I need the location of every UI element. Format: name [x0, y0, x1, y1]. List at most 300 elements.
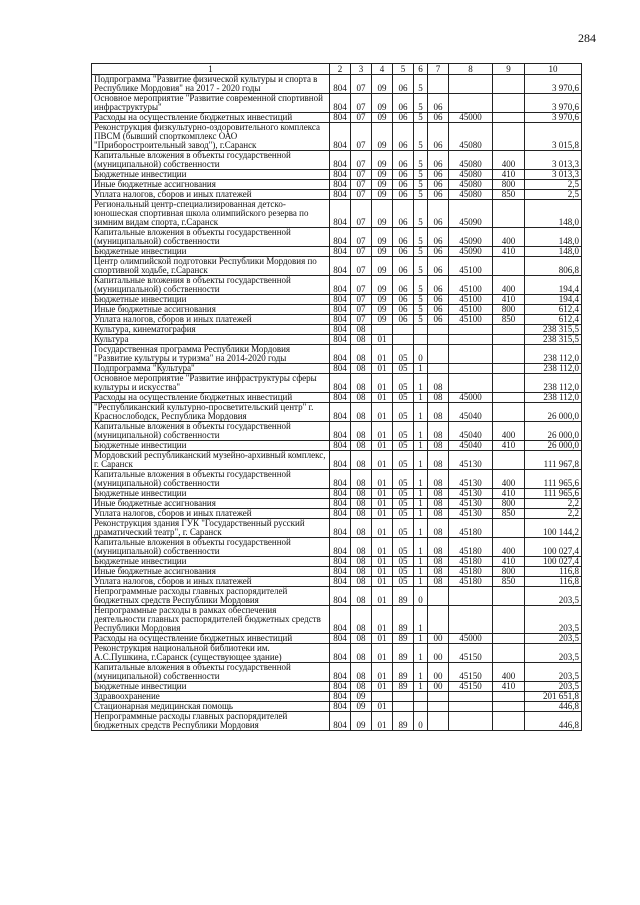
cell-code-expense-type: 410 [493, 170, 525, 180]
cell-code-direction [449, 75, 493, 94]
cell-code-program: 06 [393, 94, 414, 113]
cell-code-expense-type [493, 257, 525, 276]
table-row [92, 712, 582, 731]
cell-code-section: 08 [351, 374, 372, 393]
cell-code-expense-type [493, 335, 525, 345]
cell-code-activity: 08 [428, 403, 449, 422]
cell-code-activity: 06 [428, 170, 449, 180]
cell-code-section: 08 [351, 345, 372, 364]
cell-amount: 612,4 [525, 305, 582, 315]
cell-code-subprogram: 1 [414, 489, 428, 499]
table-row [92, 257, 582, 276]
cell-code-activity: 06 [428, 123, 449, 151]
cell-code-ministry: 804 [330, 451, 351, 470]
cell-item-name: Уплата налогов, сборов и иных платежей [92, 509, 330, 519]
cell-amount: 111 965,6 [525, 489, 582, 499]
cell-code-direction: 45100 [449, 257, 493, 276]
cell-code-subprogram [414, 325, 428, 335]
cell-code-subsection: 09 [372, 276, 393, 295]
cell-item-name: Капитальные вложения в объекты государственной (муниципальной) собственности [92, 422, 330, 441]
cell-code-program: 05 [393, 422, 414, 441]
cell-code-subsection: 09 [372, 113, 393, 123]
cell-amount: 100 027,4 [525, 538, 582, 557]
cell-code-program: 89 [393, 712, 414, 731]
cell-code-ministry: 804 [330, 374, 351, 393]
table-row [92, 190, 582, 200]
cell-code-direction: 45000 [449, 113, 493, 123]
cell-code-expense-type [493, 712, 525, 731]
cell-code-subsection [372, 692, 393, 702]
cell-code-subsection: 01 [372, 422, 393, 441]
cell-code-subsection: 09 [372, 305, 393, 315]
cell-code-subprogram: 5 [414, 295, 428, 305]
cell-item-name: Капитальные вложения в объекты государственной (муниципальной) собственности [92, 151, 330, 170]
cell-code-section: 07 [351, 315, 372, 325]
column-header: 10 [525, 64, 582, 75]
cell-code-ministry: 804 [330, 403, 351, 422]
cell-code-subsection: 01 [372, 702, 393, 712]
column-header: 8 [449, 64, 493, 75]
cell-code-subsection: 09 [372, 75, 393, 94]
table-row [92, 151, 582, 170]
cell-code-section: 08 [351, 587, 372, 606]
cell-code-activity: 00 [428, 644, 449, 663]
cell-item-name: Бюджетные инвестиции [92, 489, 330, 499]
cell-code-direction [449, 335, 493, 345]
cell-code-program: 89 [393, 587, 414, 606]
cell-item-name: Капитальные вложения в объекты государственной (муниципальной) собственности [92, 663, 330, 682]
cell-item-name: Подпрограмма "Развитие физической культуры и спорта в Республике Мордовия" на 2017 - 2020 годы [92, 75, 330, 94]
cell-code-activity: 08 [428, 538, 449, 557]
cell-code-activity [428, 712, 449, 731]
cell-amount: 3 013,3 [525, 151, 582, 170]
cell-code-subprogram: 5 [414, 257, 428, 276]
cell-code-activity: 08 [428, 374, 449, 393]
cell-item-name: Бюджетные инвестиции [92, 170, 330, 180]
cell-code-program [393, 325, 414, 335]
cell-code-program: 05 [393, 567, 414, 577]
cell-code-program: 06 [393, 247, 414, 257]
cell-code-direction: 45040 [449, 403, 493, 422]
cell-code-expense-type [493, 702, 525, 712]
cell-amount: 116,8 [525, 577, 582, 587]
table-row [92, 364, 582, 374]
table-row [92, 315, 582, 325]
table-row [92, 403, 582, 422]
cell-code-direction: 45080 [449, 180, 493, 190]
cell-code-program: 05 [393, 470, 414, 489]
cell-code-expense-type [493, 364, 525, 374]
cell-item-name: Культура [92, 335, 330, 345]
cell-amount: 2,5 [525, 180, 582, 190]
cell-code-expense-type [493, 94, 525, 113]
table-row [92, 519, 582, 538]
cell-code-subsection: 01 [372, 663, 393, 682]
cell-code-section: 09 [351, 692, 372, 702]
cell-code-expense-type: 410 [493, 489, 525, 499]
cell-code-program [393, 335, 414, 345]
cell-amount: 3 015,8 [525, 123, 582, 151]
cell-item-name: Иные бюджетные ассигнования [92, 180, 330, 190]
cell-code-section: 08 [351, 451, 372, 470]
cell-code-activity: 08 [428, 567, 449, 577]
cell-code-program: 05 [393, 364, 414, 374]
cell-item-name: Реконструкция физкультурно-оздоровительного комплекса ПВСМ (бывший спорткомплекс ОАО "Приборостроительный завод"), г.Саранск [92, 123, 330, 151]
cell-code-expense-type [493, 587, 525, 606]
cell-code-activity: 06 [428, 190, 449, 200]
cell-code-activity: 06 [428, 200, 449, 228]
cell-code-subprogram: 1 [414, 422, 428, 441]
cell-code-section: 07 [351, 94, 372, 113]
table-row [92, 200, 582, 228]
cell-code-direction: 45130 [449, 509, 493, 519]
cell-code-expense-type: 400 [493, 151, 525, 170]
table-row [92, 587, 582, 606]
cell-item-name: Непрограммные расходы главных распорядителей бюджетных средств Республики Мордовия [92, 712, 330, 731]
cell-code-section: 08 [351, 644, 372, 663]
cell-amount: 238 112,0 [525, 364, 582, 374]
cell-code-direction: 45080 [449, 190, 493, 200]
cell-amount: 2,2 [525, 499, 582, 509]
cell-code-subprogram: 5 [414, 75, 428, 94]
cell-code-direction: 45130 [449, 451, 493, 470]
table-row [92, 702, 582, 712]
cell-code-subsection: 01 [372, 567, 393, 577]
cell-code-activity: 06 [428, 315, 449, 325]
cell-code-subsection: 01 [372, 489, 393, 499]
cell-code-activity: 06 [428, 247, 449, 257]
cell-code-section: 09 [351, 712, 372, 731]
cell-code-section: 07 [351, 247, 372, 257]
cell-item-name: Государственная программа Республики Мордовия "Развитие культуры и туризма" на 2014-2020 годы [92, 345, 330, 364]
cell-item-name: Капитальные вложения в объекты государственной (муниципальной) собственности [92, 538, 330, 557]
cell-code-expense-type: 400 [493, 663, 525, 682]
cell-amount: 2,2 [525, 509, 582, 519]
cell-code-ministry: 804 [330, 634, 351, 644]
cell-code-activity: 08 [428, 470, 449, 489]
cell-code-section: 08 [351, 364, 372, 374]
cell-code-subprogram: 1 [414, 403, 428, 422]
cell-code-expense-type: 400 [493, 470, 525, 489]
cell-code-ministry: 804 [330, 692, 351, 702]
cell-code-section: 08 [351, 682, 372, 692]
cell-code-activity: 06 [428, 113, 449, 123]
cell-code-subprogram: 1 [414, 364, 428, 374]
cell-code-ministry: 804 [330, 190, 351, 200]
cell-amount: 238 112,0 [525, 374, 582, 393]
cell-code-activity: 06 [428, 180, 449, 190]
cell-code-program: 06 [393, 228, 414, 247]
cell-amount: 806,8 [525, 257, 582, 276]
table-row [92, 606, 582, 634]
cell-code-subsection: 01 [372, 499, 393, 509]
cell-code-direction: 45080 [449, 123, 493, 151]
cell-code-subsection: 01 [372, 393, 393, 403]
cell-amount: 26 000,0 [525, 403, 582, 422]
cell-code-program: 05 [393, 451, 414, 470]
cell-code-expense-type: 410 [493, 557, 525, 567]
cell-item-name: Бюджетные инвестиции [92, 441, 330, 451]
cell-code-expense-type [493, 200, 525, 228]
column-header: 1 [92, 64, 330, 75]
cell-code-direction [449, 325, 493, 335]
header-row [92, 64, 582, 75]
cell-code-direction: 45180 [449, 577, 493, 587]
budget-table [91, 63, 582, 731]
cell-code-expense-type: 400 [493, 276, 525, 295]
cell-code-subprogram: 1 [414, 567, 428, 577]
cell-code-subprogram: 5 [414, 305, 428, 315]
cell-amount: 238 315,5 [525, 325, 582, 335]
cell-code-ministry: 804 [330, 276, 351, 295]
cell-item-name: Бюджетные инвестиции [92, 557, 330, 567]
cell-amount: 100 144,2 [525, 519, 582, 538]
cell-code-activity: 08 [428, 451, 449, 470]
cell-code-activity: 08 [428, 393, 449, 403]
cell-code-section: 08 [351, 557, 372, 567]
cell-code-section: 07 [351, 190, 372, 200]
cell-code-subprogram: 5 [414, 151, 428, 170]
cell-code-expense-type [493, 606, 525, 634]
cell-code-section: 07 [351, 180, 372, 190]
table-row [92, 113, 582, 123]
cell-code-ministry: 804 [330, 75, 351, 94]
cell-code-expense-type [493, 374, 525, 393]
cell-code-section: 07 [351, 75, 372, 94]
cell-code-section: 08 [351, 663, 372, 682]
cell-code-direction [449, 702, 493, 712]
cell-code-subsection: 09 [372, 200, 393, 228]
cell-code-subsection: 09 [372, 257, 393, 276]
cell-code-subsection: 09 [372, 295, 393, 305]
cell-code-subsection: 01 [372, 374, 393, 393]
cell-code-program: 05 [393, 499, 414, 509]
cell-code-subprogram: 5 [414, 113, 428, 123]
column-header: 6 [414, 64, 428, 75]
cell-code-direction: 45180 [449, 567, 493, 577]
cell-code-section: 08 [351, 470, 372, 489]
cell-code-subprogram [414, 335, 428, 345]
cell-code-subprogram: 5 [414, 94, 428, 113]
cell-code-subprogram: 5 [414, 170, 428, 180]
cell-amount: 2,5 [525, 190, 582, 200]
table-row [92, 170, 582, 180]
cell-code-program: 06 [393, 75, 414, 94]
cell-code-direction: 45090 [449, 200, 493, 228]
cell-code-direction: 45130 [449, 470, 493, 489]
cell-code-expense-type: 410 [493, 247, 525, 257]
cell-code-expense-type: 850 [493, 315, 525, 325]
column-header: 2 [330, 64, 351, 75]
table-row [92, 228, 582, 247]
cell-code-subsection: 01 [372, 345, 393, 364]
cell-code-ministry: 804 [330, 509, 351, 519]
cell-code-direction: 45150 [449, 644, 493, 663]
cell-code-activity: 00 [428, 634, 449, 644]
cell-code-subsection: 09 [372, 151, 393, 170]
cell-code-subsection: 01 [372, 712, 393, 731]
table-row [92, 325, 582, 335]
cell-code-program: 05 [393, 489, 414, 499]
cell-amount: 3 970,6 [525, 113, 582, 123]
cell-code-subsection: 01 [372, 441, 393, 451]
cell-code-subsection: 01 [372, 364, 393, 374]
cell-code-subprogram: 0 [414, 345, 428, 364]
cell-item-name: "Республиканский культурно-просветительский центр" г. Краснослободск, Республика Мордовия [92, 403, 330, 422]
cell-code-activity: 08 [428, 519, 449, 538]
cell-code-program: 05 [393, 441, 414, 451]
cell-code-section: 08 [351, 499, 372, 509]
cell-code-ministry: 804 [330, 577, 351, 587]
cell-item-name: Расходы на осуществление бюджетных инвестиций [92, 393, 330, 403]
cell-amount: 238 112,0 [525, 345, 582, 364]
cell-code-program: 06 [393, 295, 414, 305]
cell-item-name: Основное мероприятие "Развитие современной спортивной инфраструктуры" [92, 94, 330, 113]
cell-code-section: 08 [351, 325, 372, 335]
cell-code-ministry: 804 [330, 441, 351, 451]
cell-code-program: 06 [393, 315, 414, 325]
cell-code-section: 07 [351, 295, 372, 305]
cell-code-ministry: 804 [330, 228, 351, 247]
cell-code-ministry: 804 [330, 663, 351, 682]
cell-code-direction: 45130 [449, 499, 493, 509]
cell-code-subsection: 01 [372, 403, 393, 422]
table-row [92, 470, 582, 489]
cell-code-ministry: 804 [330, 587, 351, 606]
cell-code-ministry: 804 [330, 170, 351, 180]
cell-code-ministry: 804 [330, 712, 351, 731]
cell-amount: 26 000,0 [525, 422, 582, 441]
cell-code-section: 08 [351, 567, 372, 577]
cell-amount: 111 965,6 [525, 470, 582, 489]
cell-item-name: Непрограммные расходы главных распорядителей бюджетных средств Республики Мордовия [92, 587, 330, 606]
table-row [92, 180, 582, 190]
cell-code-subprogram: 5 [414, 276, 428, 295]
cell-code-activity: 00 [428, 663, 449, 682]
cell-code-direction: 45150 [449, 682, 493, 692]
cell-code-subprogram: 5 [414, 200, 428, 228]
cell-amount: 446,8 [525, 712, 582, 731]
cell-code-subprogram: 1 [414, 441, 428, 451]
cell-code-section: 08 [351, 538, 372, 557]
cell-code-direction [449, 692, 493, 702]
cell-item-name: Центр олимпийской подготовки Республики Мордовия по спортивной ходьбе, г.Саранск [92, 257, 330, 276]
cell-code-program: 06 [393, 113, 414, 123]
cell-code-ministry: 804 [330, 123, 351, 151]
column-header: 3 [351, 64, 372, 75]
cell-code-activity [428, 75, 449, 94]
cell-amount: 203,5 [525, 606, 582, 634]
cell-code-activity [428, 692, 449, 702]
cell-amount: 3 013,3 [525, 170, 582, 180]
cell-code-direction: 45100 [449, 305, 493, 315]
table-row [92, 682, 582, 692]
cell-amount: 201 651,8 [525, 692, 582, 702]
cell-code-subsection: 01 [372, 587, 393, 606]
cell-amount: 26 000,0 [525, 441, 582, 451]
cell-code-program: 05 [393, 577, 414, 587]
cell-item-name: Иные бюджетные ассигнования [92, 305, 330, 315]
cell-code-subprogram: 1 [414, 393, 428, 403]
cell-code-direction: 45080 [449, 151, 493, 170]
table-row [92, 692, 582, 702]
cell-code-ministry: 804 [330, 606, 351, 634]
cell-code-section: 07 [351, 123, 372, 151]
table-row [92, 663, 582, 682]
table-row [92, 557, 582, 567]
cell-code-program: 06 [393, 151, 414, 170]
cell-item-name: Уплата налогов, сборов и иных платежей [92, 190, 330, 200]
table-row [92, 567, 582, 577]
cell-item-name: Уплата налогов, сборов и иных платежей [92, 315, 330, 325]
cell-code-program: 05 [393, 393, 414, 403]
cell-code-activity: 06 [428, 228, 449, 247]
cell-code-subprogram: 1 [414, 509, 428, 519]
cell-code-direction: 45180 [449, 519, 493, 538]
cell-code-subprogram: 1 [414, 519, 428, 538]
cell-code-subsection: 01 [372, 557, 393, 567]
cell-code-direction: 45000 [449, 393, 493, 403]
cell-code-section: 07 [351, 228, 372, 247]
cell-code-direction: 45040 [449, 441, 493, 451]
cell-code-subsection: 09 [372, 315, 393, 325]
table-row [92, 345, 582, 364]
table-row [92, 94, 582, 113]
cell-amount: 238 112,0 [525, 393, 582, 403]
column-header: 5 [393, 64, 414, 75]
table-row [92, 393, 582, 403]
cell-item-name: Здравоохранение [92, 692, 330, 702]
table-row [92, 499, 582, 509]
cell-code-activity: 06 [428, 151, 449, 170]
cell-item-name: Расходы на осуществление бюджетных инвестиций [92, 113, 330, 123]
cell-amount: 203,5 [525, 587, 582, 606]
cell-code-subsection: 01 [372, 451, 393, 470]
cell-code-section: 07 [351, 151, 372, 170]
cell-code-subprogram: 5 [414, 190, 428, 200]
cell-amount: 203,5 [525, 644, 582, 663]
cell-code-subprogram: 0 [414, 712, 428, 731]
cell-code-expense-type: 400 [493, 538, 525, 557]
cell-code-expense-type [493, 345, 525, 364]
cell-code-program: 06 [393, 180, 414, 190]
cell-code-subsection: 01 [372, 519, 393, 538]
cell-code-activity: 06 [428, 305, 449, 315]
cell-code-direction: 45080 [449, 170, 493, 180]
cell-code-program: 06 [393, 190, 414, 200]
cell-code-expense-type [493, 325, 525, 335]
cell-code-subprogram: 1 [414, 644, 428, 663]
cell-code-activity: 08 [428, 509, 449, 519]
cell-code-activity: 06 [428, 295, 449, 305]
cell-item-name: Капитальные вложения в объекты государственной (муниципальной) собственности [92, 228, 330, 247]
cell-code-ministry: 804 [330, 247, 351, 257]
cell-code-subsection: 09 [372, 190, 393, 200]
cell-code-activity [428, 345, 449, 364]
cell-code-activity [428, 335, 449, 345]
cell-item-name: Основное мероприятие "Развитие инфраструктуры сферы культуры и искусства" [92, 374, 330, 393]
cell-item-name: Расходы на осуществление бюджетных инвестиций [92, 634, 330, 644]
cell-code-ministry: 804 [330, 489, 351, 499]
cell-code-activity [428, 702, 449, 712]
cell-code-ministry: 804 [330, 345, 351, 364]
cell-code-direction: 45150 [449, 663, 493, 682]
cell-code-ministry: 804 [330, 335, 351, 345]
cell-code-subsection: 01 [372, 335, 393, 345]
cell-code-subprogram: 5 [414, 123, 428, 151]
cell-code-ministry: 804 [330, 315, 351, 325]
cell-code-ministry: 804 [330, 499, 351, 509]
